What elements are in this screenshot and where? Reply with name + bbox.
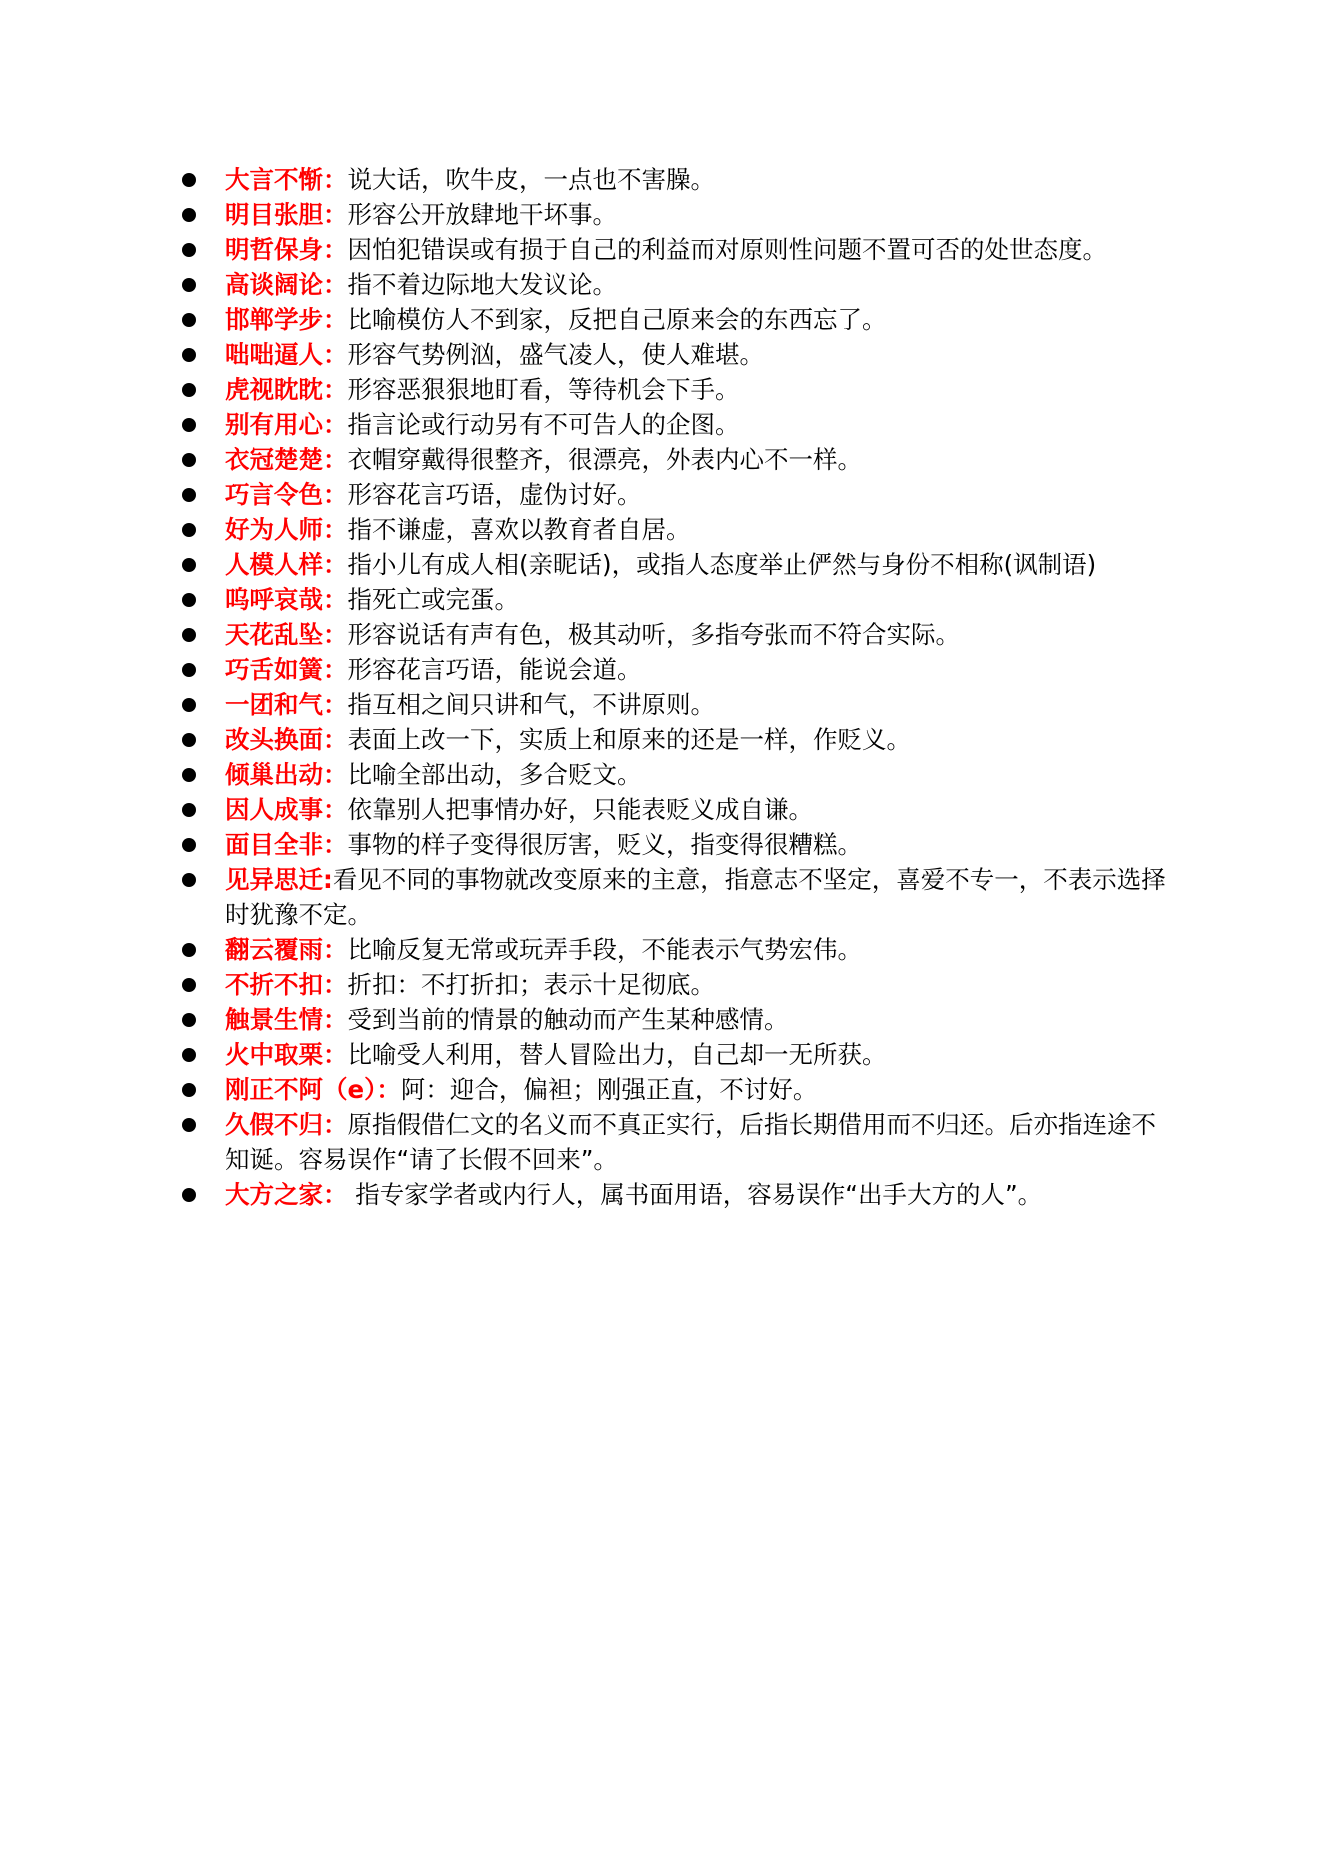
list-item [180,372,1180,407]
bullet-icon [182,873,196,887]
idiom-term: 别有用心： [225,410,348,439]
idiom-definition: 阿：迎合，偏袒；刚强正直，不讨好。 [400,1075,818,1104]
bullet-icon [182,173,196,187]
idiom-term: 倾巢出动： [225,760,348,789]
idiom-definition: 指不谦虚，喜欢以教育者自居。 [347,515,691,544]
idiom-term: 久假不归： [225,1110,348,1139]
idiom-term: 巧舌如簧： [225,655,348,684]
bullet-icon [182,488,196,502]
bullet-icon [182,698,196,712]
idiom-definition: 指专家学者或内行人，属书面用语，容易误作“出手大方的人”。 [347,1180,1043,1209]
idiom-term: 巧言令色： [225,480,348,509]
idiom-definition: 折扣：不打折扣；表示十足彻底。 [347,970,715,999]
bullet-icon [182,803,196,817]
idiom-term: 触景生情： [225,1005,348,1034]
bullet-icon [182,628,196,642]
idiom-definition: 衣帽穿戴得很整齐，很漂亮，外表内心不一样。 [347,445,862,474]
bullet-icon [182,663,196,677]
idiom-definition: 形容说话有声有色，极其动听，多指夸张而不符合实际。 [347,620,960,649]
idiom-term: 刚正不阿（e）： [225,1075,401,1104]
idiom-term: 衣冠楚楚： [225,445,348,474]
idiom-term: 见异思迁: [225,865,333,894]
bullet-icon [182,593,196,607]
idiom-term: 火中取栗： [225,1040,348,1069]
idiom-term: 明哲保身： [225,235,348,264]
bullet-icon [182,1013,196,1027]
idiom-term: 虎视眈眈： [225,375,348,404]
bullet-icon [182,558,196,572]
list-item [180,442,1180,477]
list-item [180,232,1180,267]
bullet-icon [182,1083,196,1097]
idiom-definition: 形容公开放肆地干坏事。 [347,200,617,229]
list-item [180,1037,1180,1072]
list-item [180,547,1180,582]
bullet-icon [182,943,196,957]
list-item [180,197,1180,232]
list-item [180,932,1180,967]
idiom-definition: 指死亡或完蛋。 [347,585,519,614]
idiom-definition: 受到当前的情景的触动而产生某种感情。 [347,1005,789,1034]
bullet-icon [182,453,196,467]
idiom-term: 邯郸学步： [225,305,348,334]
list-item [180,617,1180,652]
list-item [180,687,1180,722]
list-item [180,827,1180,862]
idiom-definition: 依靠别人把事情办好，只能表贬义成自谦。 [347,795,813,824]
list-item [180,722,1180,757]
idiom-definition: 表面上改一下，实质上和原来的还是一样，作贬义。 [347,725,911,754]
idiom-definition: 事物的样子变得很厉害，贬义，指变得很糟糕。 [347,830,862,859]
list-item [180,1072,1180,1107]
idiom-term: 一团和气： [225,690,348,719]
idiom-definition: 形容花言巧语，虚伪讨好。 [347,480,642,509]
bullet-icon [182,768,196,782]
bullet-icon [182,243,196,257]
bullet-icon [182,1048,196,1062]
idiom-definition: 指言论或行动另有不可告人的企图。 [347,410,740,439]
bullet-icon [182,278,196,292]
bullet-icon [182,1188,196,1202]
list-item [180,477,1180,512]
idiom-term: 好为人师： [225,515,348,544]
list-item [180,1002,1180,1037]
idiom-definition: 指小儿有成人相(亲昵话)，或指人态度举止俨然与身份不相称(讽制语) [347,550,1097,579]
bullet-icon [182,978,196,992]
idiom-definition: 原指假借仁文的名义而不真正实行，后指长期借用而不归还。后亦指连途不知诞。容易误作“请了长假不回来”。 [225,1110,1156,1174]
bullet-icon [182,348,196,362]
list-item [180,1177,1180,1212]
list-item [180,302,1180,337]
idiom-term: 大方之家： [225,1180,348,1209]
idiom-term: 咄咄逼人： [225,340,348,369]
idiom-definition: 指不着边际地大发议论。 [347,270,617,299]
list-item [180,792,1180,827]
idiom-definition: 看见不同的事物就改变原来的主意，指意志不坚定，喜爱不专一，不表示选择时犹豫不定。 [225,865,1166,929]
bullet-icon [182,418,196,432]
idiom-term: 天花乱坠： [225,620,348,649]
idiom-definition: 因怕犯错误或有损于自己的利益而对原则性问题不置可否的处世态度。 [347,235,1107,264]
idiom-term: 面目全非： [225,830,348,859]
bullet-icon [182,208,196,222]
bullet-icon [182,1118,196,1132]
list-item [180,407,1180,442]
idiom-term: 不折不扣： [225,970,348,999]
idiom-term: 明目张胆： [225,200,348,229]
list-item [180,652,1180,687]
idiom-definition: 说大话，吹牛皮，一点也不害臊。 [347,165,715,194]
list-item [180,512,1180,547]
list-item [180,862,1180,932]
idiom-term: 大言不惭： [225,165,348,194]
idiom-term: 呜呼哀哉： [225,585,348,614]
list-item [180,967,1180,1002]
idiom-definition: 形容气势例汹，盛气凌人，使人难堪。 [347,340,764,369]
bullet-icon [182,383,196,397]
idiom-definition: 指互相之间只讲和气，不讲原则。 [347,690,715,719]
idiom-definition: 比喻模仿人不到家，反把自己原来会的东西忘了。 [347,305,887,334]
idiom-term: 翻云覆雨： [225,935,348,964]
idiom-definition: 形容花言巧语，能说会道。 [347,655,642,684]
idiom-definition: 比喻全部出动，多合贬文。 [347,760,642,789]
idiom-term: 改头换面： [225,725,348,754]
idiom-definition: 比喻反复无常或玩弄手段，不能表示气势宏伟。 [347,935,862,964]
bullet-icon [182,313,196,327]
list-item [180,267,1180,302]
idiom-list [180,162,1180,1212]
idiom-definition: 比喻受人利用，替人冒险出力，自己却一无所获。 [347,1040,887,1069]
idiom-definition: 形容恶狠狠地盯看，等待机会下手。 [347,375,740,404]
idiom-term: 高谈阔论： [225,270,348,299]
idiom-term: 因人成事： [225,795,348,824]
list-item [180,582,1180,617]
bullet-icon [182,733,196,747]
list-item [180,337,1180,372]
list-item [180,1107,1180,1177]
bullet-icon [182,523,196,537]
idiom-term: 人模人样： [225,550,348,579]
bullet-icon [182,838,196,852]
list-item [180,162,1180,197]
list-item [180,757,1180,792]
